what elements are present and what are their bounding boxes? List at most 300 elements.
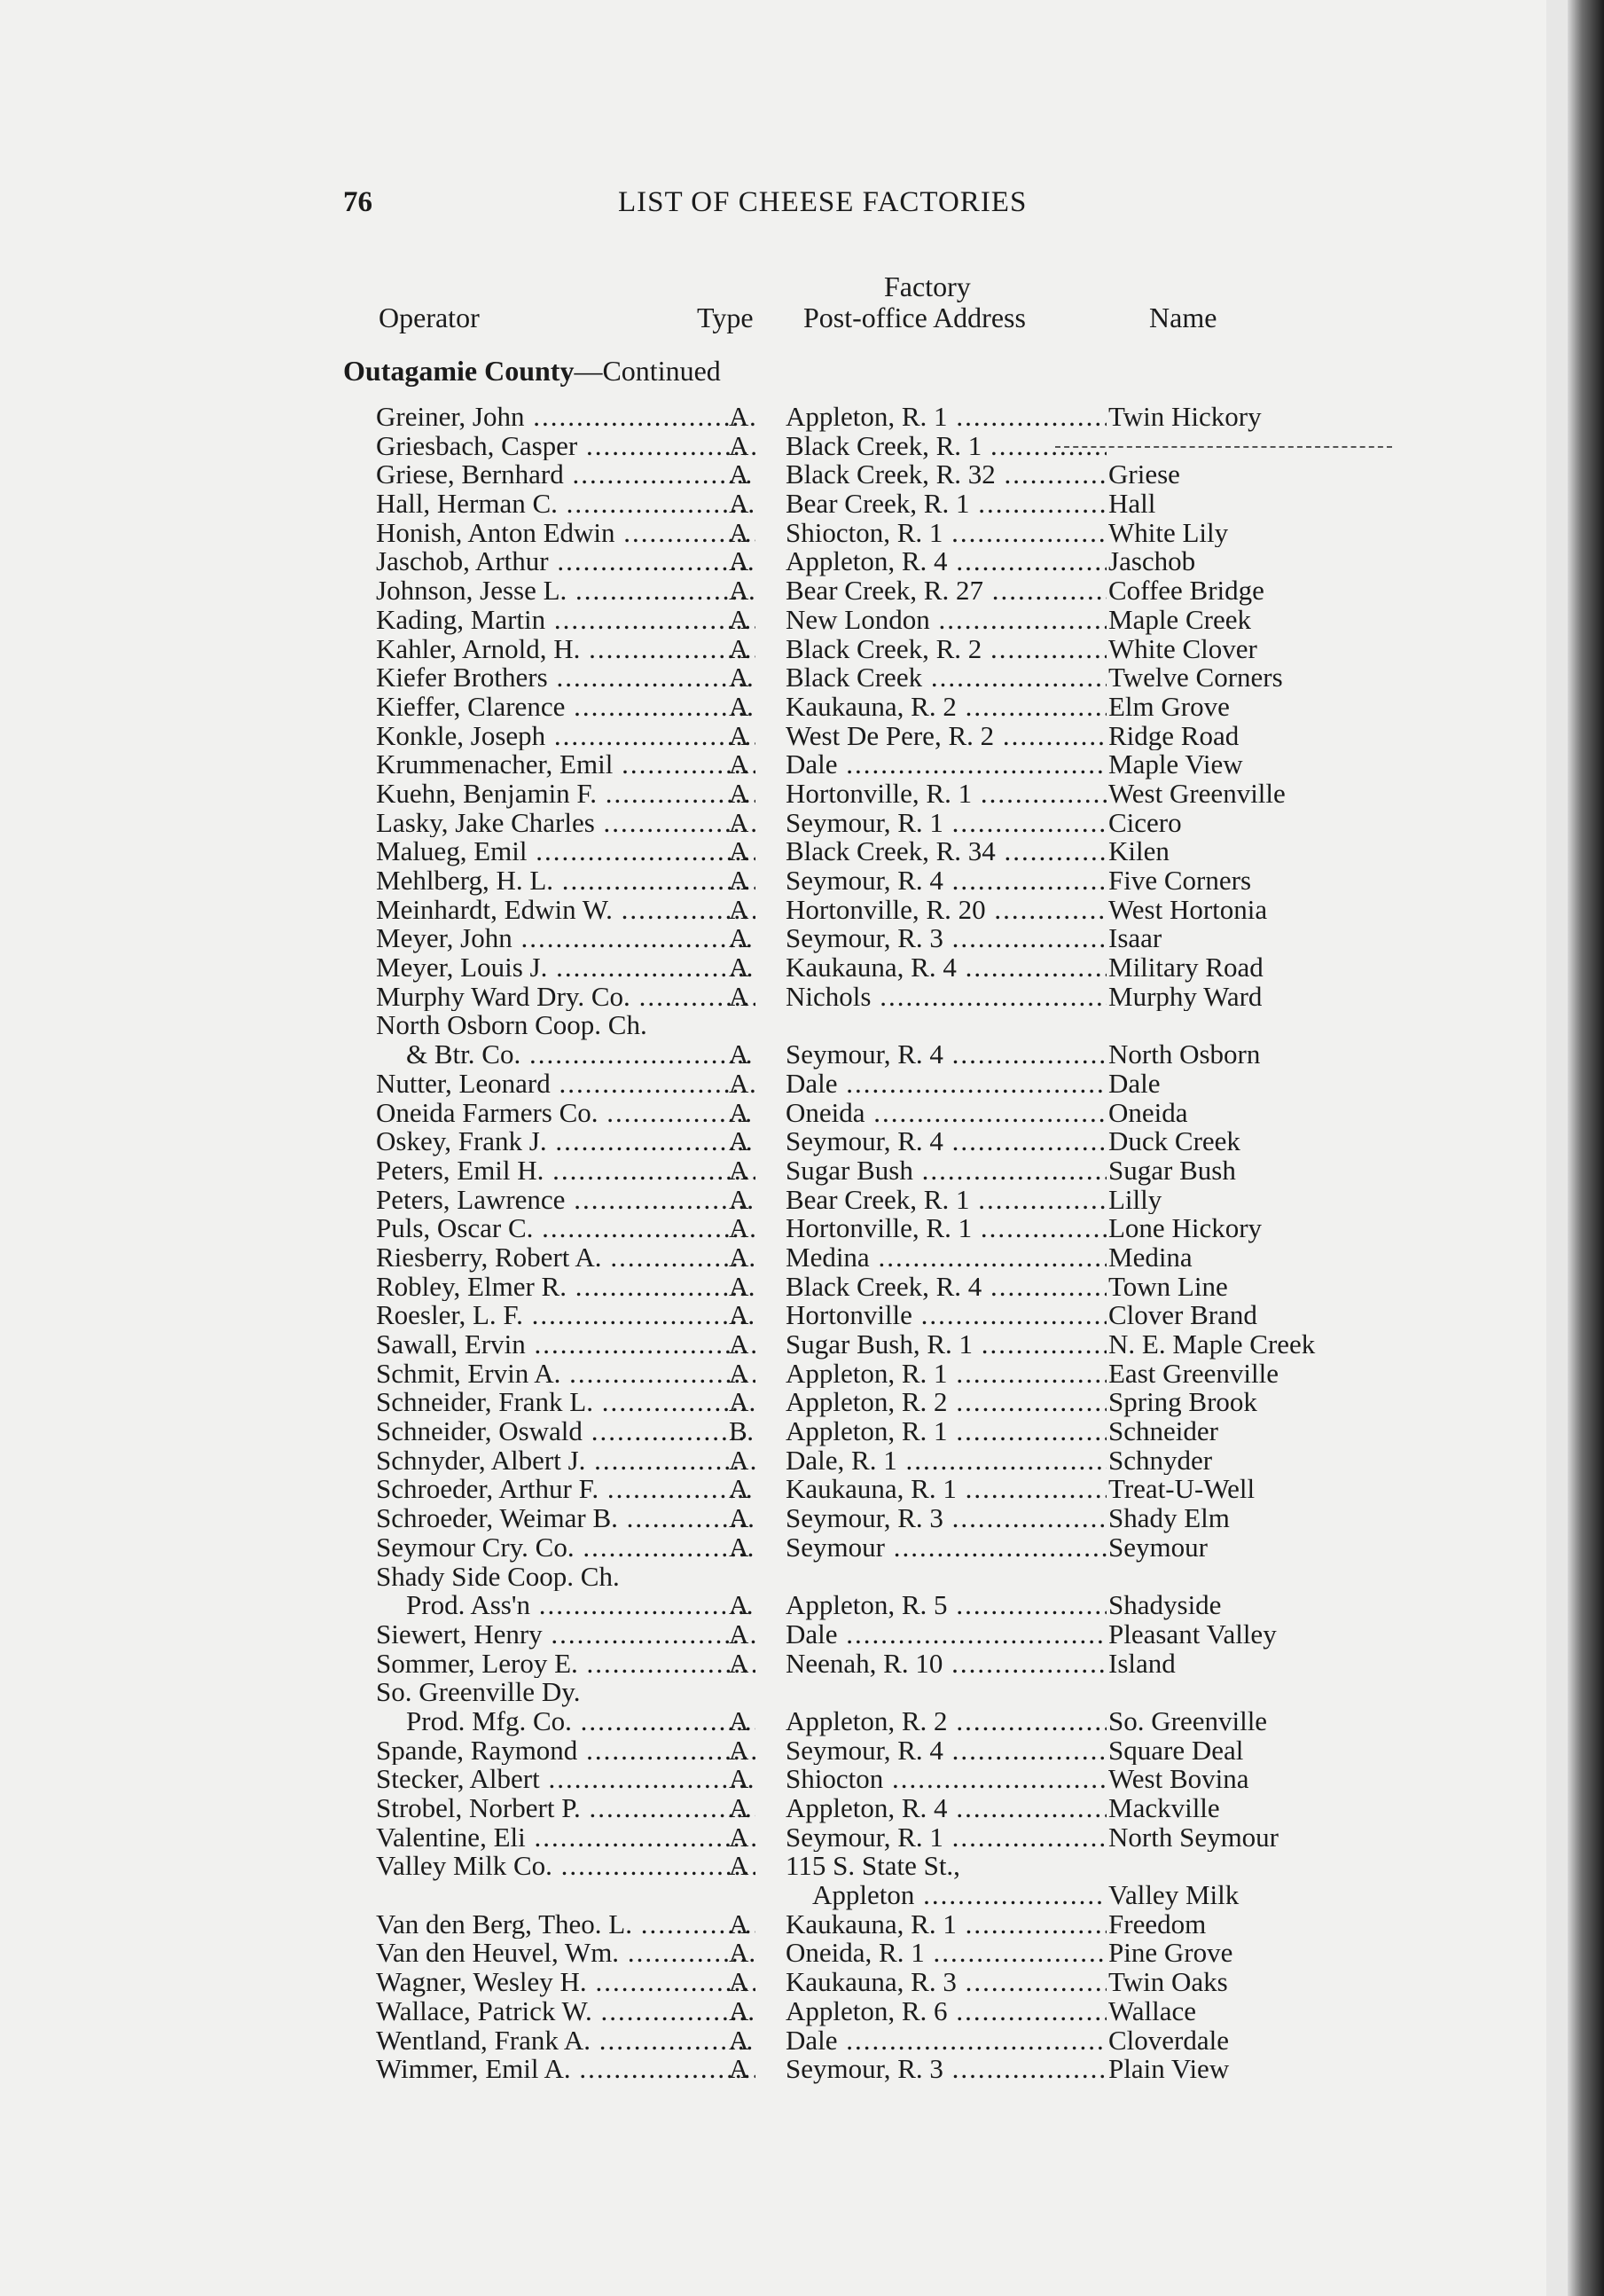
entry-line (0, 693, 1546, 722)
factory-name: Mackville (1108, 1794, 1220, 1823)
list-item (0, 1156, 1546, 1186)
factory-name: Dale (1108, 1069, 1161, 1099)
factory-type: A (729, 1040, 749, 1070)
post-office-address: Seymour, R. 3 ..... (786, 924, 1107, 953)
factory-name: North Osborn (1108, 1040, 1261, 1070)
list-item (0, 635, 1546, 664)
list-item (0, 837, 1546, 866)
operator-name: Meyer, Louis J. ..... (376, 953, 755, 983)
list-item (0, 1533, 1546, 1563)
entry-line (0, 1939, 1546, 1968)
post-office-address: Dale ..... (786, 750, 1107, 780)
factory-name: Twelve Corners (1108, 663, 1283, 693)
column-header-operator: Operator (379, 302, 480, 333)
factory-name: Schneider (1108, 1417, 1218, 1446)
list-item (0, 1330, 1546, 1360)
page-gutter (1546, 0, 1568, 2296)
factory-type: A (729, 1446, 749, 1476)
operator-name: Kiefer Brothers ..... (376, 663, 755, 693)
operator-name: Kahler, Arnold, H. ..... (376, 635, 755, 664)
list-item (0, 1127, 1546, 1156)
entry-line (0, 606, 1546, 635)
factory-type: B (729, 1417, 747, 1446)
factory-type: A (729, 1242, 749, 1273)
list-item (0, 1939, 1546, 1968)
post-office-address: Kaukauna, R. 3 ..... (786, 1968, 1107, 1997)
factory-name: Cloverdale (1108, 2026, 1230, 2056)
operator-name: Peters, Emil H. ..... (376, 1156, 755, 1186)
factory-type: A (729, 1996, 749, 2026)
factory-name: White Clover (1108, 634, 1257, 664)
entry-line (0, 1533, 1546, 1563)
list-item (0, 1417, 1546, 1446)
factory-name: Maple Creek (1108, 605, 1251, 635)
list-item (0, 1563, 1546, 1620)
factory-name: Shadyside (1108, 1591, 1222, 1620)
page-number: 76 (343, 186, 372, 218)
factory-type: A (729, 576, 749, 606)
post-office-address: Kaukauna, R. 4 ..... (786, 953, 1107, 983)
operator-name: Greiner, John ..... (376, 403, 755, 432)
factory-name: So. Greenville (1108, 1706, 1268, 1736)
entry-line (0, 663, 1546, 693)
entry-line (0, 1214, 1546, 1243)
post-office-address: Oneida ..... (786, 1099, 1107, 1128)
factory-type: A (729, 1214, 749, 1243)
post-office-address: Appleton, R. 1 ..... (786, 403, 1107, 432)
factory-name: White Lily (1108, 518, 1229, 548)
factory-type: A (729, 1794, 749, 1823)
factory-type: A (729, 1098, 749, 1128)
post-office-address: Dale ..... (786, 2026, 1107, 2056)
factory-type: A (729, 1649, 749, 1679)
operator-name: Siewert, Henry ..... (376, 1620, 755, 1650)
post-office-address: Appleton, R. 1 ..... (786, 1417, 1107, 1446)
post-office-address: Dale, R. 1 ..... (786, 1446, 1107, 1476)
running-title: LIST OF CHEESE FACTORIES (618, 186, 1028, 218)
factory-name: N. E. Maple Creek (1108, 1330, 1316, 1360)
entry-line (0, 1156, 1546, 1186)
list-item (0, 722, 1546, 751)
factory-name: Duck Creek (1108, 1127, 1240, 1156)
list-item (0, 403, 1546, 432)
factory-type: A (729, 924, 749, 954)
post-office-address: Appleton, R. 4 ..... (786, 547, 1107, 576)
list-item (0, 2055, 1546, 2084)
factory-name: West Greenville (1108, 779, 1286, 809)
operator-name: Peters, Lawrence ..... (376, 1186, 755, 1215)
factory-name: Schnyder (1108, 1446, 1213, 1476)
factory-type: A (729, 895, 749, 925)
entry-line (0, 1765, 1546, 1794)
operator-name: Kading, Martin ..... (376, 606, 755, 635)
entry-line (0, 809, 1546, 838)
factory-type: A (729, 808, 749, 838)
entry-line (0, 1070, 1546, 1099)
operator-name: Seymour Cry. Co. ..... (376, 1533, 755, 1563)
list-item (0, 1765, 1546, 1794)
entry-line (0, 1504, 1546, 1533)
list-item (0, 809, 1546, 838)
post-office-address: Sugar Bush ..... (786, 1156, 1107, 1186)
operator-name: Murphy Ward Dry. Co. ..... (376, 983, 755, 1012)
post-office-address: Black Creek, R. 2 ..... (786, 635, 1107, 664)
factory-type: A (729, 1619, 749, 1650)
operator-name: Lasky, Jake Charles ..... (376, 809, 755, 838)
entry-line (0, 1881, 1546, 1910)
factory-name: Square Deal (1108, 1736, 1244, 1766)
operator-name: Nutter, Leonard ..... (376, 1070, 755, 1099)
list-item (0, 1243, 1546, 1273)
post-office-address: Seymour ..... (786, 1533, 1107, 1563)
factory-type: A (729, 1852, 749, 1882)
factory-name: Treat-U-Well (1108, 1475, 1256, 1505)
list-item (0, 1360, 1546, 1389)
entry-line (0, 1330, 1546, 1360)
entry-line (0, 1968, 1546, 1997)
post-office-address: Oneida, R. 1 ..... (786, 1939, 1107, 1968)
operator-name: Sawall, Ervin ..... (376, 1330, 755, 1360)
factory-name: Pleasant Valley (1108, 1619, 1277, 1650)
entry-line (0, 924, 1546, 953)
factory-type: A (729, 403, 749, 432)
list-item (0, 1650, 1546, 1679)
operator-name: Roesler, L. F. ..... (376, 1301, 755, 1330)
post-office-address: Kaukauna, R. 1 ..... (786, 1475, 1107, 1504)
entry-line (0, 460, 1546, 490)
operator-name: Van den Heuvel, Wm. ..... (376, 1939, 755, 1968)
factory-name: Twin Oaks (1108, 1968, 1228, 1997)
operator-name: Shady Side Coop. Ch. (376, 1562, 620, 1592)
post-office-address: Seymour, R. 4 ..... (786, 1040, 1107, 1070)
operator-name: Meinhardt, Edwin W. ..... (376, 896, 755, 925)
column-header-factory: Factory (884, 270, 971, 302)
factory-type: A (729, 1591, 749, 1620)
factory-type: A (729, 837, 749, 867)
post-office-address: 115 S. State St., (786, 1852, 960, 1882)
factory-name: Jaschob (1108, 547, 1196, 577)
operator-name: Malueg, Emil ..... (376, 837, 755, 866)
entry-line (0, 547, 1546, 576)
list-item (0, 1475, 1546, 1504)
factory-type: A (729, 1504, 749, 1533)
factory-name: West Hortonia (1108, 895, 1268, 925)
entry-line (0, 1678, 1546, 1707)
list-item (0, 547, 1546, 576)
factory-type: A (729, 750, 749, 780)
list-item (0, 1678, 1546, 1736)
factory-type: A (729, 431, 749, 461)
post-office-address: Black Creek, R. 1 ..... (786, 432, 1107, 461)
factory-name: West Bovina (1108, 1765, 1249, 1795)
entry-line (0, 1707, 1546, 1736)
operator-name-continued: & Btr. Co. ..... (406, 1040, 755, 1070)
entry-line (0, 1475, 1546, 1504)
factory-type: A (729, 692, 749, 722)
operator-name: Robley, Elmer R. ..... (376, 1273, 755, 1302)
factory-type: A (729, 634, 749, 664)
entry-line (0, 490, 1546, 519)
post-office-address: Seymour, R. 3 ..... (786, 2055, 1107, 2084)
operator-name: Oskey, Frank J. ..... (376, 1127, 755, 1156)
entry-line (0, 1794, 1546, 1823)
operator-name: Wimmer, Emil A. ..... (376, 2055, 755, 2084)
operator-name-continued: Prod. Mfg. Co. ..... (406, 1707, 755, 1736)
factory-name: Pine Grove (1108, 1939, 1233, 1969)
operator-name: Jaschob, Arthur ..... (376, 547, 755, 576)
list-item (0, 432, 1546, 461)
entry-line (0, 576, 1546, 606)
entry-line (0, 1127, 1546, 1156)
factory-type: A (729, 1475, 749, 1505)
factory-name: Medina (1108, 1242, 1193, 1273)
entry-line (0, 1852, 1546, 1881)
post-office-address: Appleton, R. 2 ..... (786, 1707, 1107, 1736)
entry-line (0, 1099, 1546, 1128)
operator-name: Schnyder, Albert J. ..... (376, 1446, 755, 1476)
entry-line (0, 1910, 1546, 1939)
operator-name: Sommer, Leroy E. ..... (376, 1650, 755, 1679)
factory-type: A (729, 1706, 749, 1736)
operator-name: Wallace, Patrick W. ..... (376, 1997, 755, 2026)
list-item (0, 780, 1546, 809)
factory-type: A (729, 518, 749, 548)
operator-name: Schroeder, Weimar B. ..... (376, 1504, 755, 1533)
entry-line (0, 432, 1546, 461)
list-item (0, 663, 1546, 693)
post-office-address: Black Creek, R. 32 ..... (786, 460, 1107, 490)
factory-type: A (729, 779, 749, 809)
factory-type: A (729, 605, 749, 635)
factory-name: Elm Grove (1108, 692, 1230, 722)
factory-type: A (729, 721, 749, 751)
factory-type: A (729, 1359, 749, 1389)
operator-name: Oneida Farmers Co. ..... (376, 1099, 755, 1128)
column-header-name: Name (1149, 302, 1217, 333)
entry-line (0, 1388, 1546, 1417)
factory-name: Clover Brand (1108, 1301, 1257, 1331)
factory-type: A (729, 2055, 749, 2084)
operator-name: Wagner, Wesley H. ..... (376, 1968, 755, 1997)
operator-name: Krummenacher, Emil ..... (376, 750, 755, 780)
list-item (0, 1011, 1546, 1069)
factory-name: Griese (1108, 460, 1180, 490)
factory-type: A (729, 460, 749, 490)
post-office-address: Bear Creek, R. 27 ..... (786, 576, 1107, 606)
factory-type: A (729, 1069, 749, 1099)
list-item (0, 750, 1546, 780)
entry-line (0, 1273, 1546, 1302)
list-item (0, 1997, 1546, 2026)
post-office-address: Appleton, R. 6 ..... (786, 1997, 1107, 2026)
factory-type: A (729, 866, 749, 896)
entry-line (0, 866, 1546, 896)
factory-name: Wallace (1108, 1996, 1197, 2026)
post-office-address: Neenah, R. 10 ..... (786, 1650, 1107, 1679)
factory-type: A (729, 1939, 749, 1969)
operator-name: Stecker, Albert ..... (376, 1765, 755, 1794)
list-item (0, 1968, 1546, 1997)
list-item (0, 1214, 1546, 1243)
list-item (0, 1620, 1546, 1650)
operator-name: Riesberry, Robert A. ..... (376, 1243, 755, 1273)
post-office-address: Appleton, R. 4 ..... (786, 1794, 1107, 1823)
list-item (0, 896, 1546, 925)
entry-line (0, 2055, 1546, 2084)
operator-name: Strobel, Norbert P. ..... (376, 1794, 755, 1823)
column-header-address: Post-office Address (803, 302, 1026, 333)
column-header-type: Type (697, 302, 754, 333)
post-office-address: Bear Creek, R. 1 ..... (786, 1186, 1107, 1215)
post-office-address: New London ..... (786, 606, 1107, 635)
operator-name: Johnson, Jesse L. ..... (376, 576, 755, 606)
list-item (0, 1910, 1546, 1939)
factory-type: A (729, 1532, 749, 1563)
operator-name: Griesbach, Casper ..... (376, 432, 755, 461)
factory-type: A (729, 1272, 749, 1302)
list-item (0, 1070, 1546, 1099)
factory-type: A (729, 1185, 749, 1215)
factory-name: Hall (1108, 490, 1156, 519)
post-office-address: Bear Creek, R. 1 ..... (786, 490, 1107, 519)
factory-name: Maple View (1108, 750, 1243, 780)
list-item (0, 1446, 1546, 1476)
operator-name: Meyer, John ..... (376, 924, 755, 953)
entry-line (0, 1243, 1546, 1273)
factory-name: Ridge Road (1108, 721, 1240, 751)
operator-name: Valentine, Eli ..... (376, 1823, 755, 1853)
entry-line (0, 953, 1546, 983)
list-item (0, 1273, 1546, 1302)
dotted-leader (1055, 446, 1392, 448)
post-office-address: Appleton, R. 1 ..... (786, 1360, 1107, 1389)
book-spine-shadow (1568, 0, 1604, 2296)
entry-line (0, 983, 1546, 1012)
entry-line (0, 635, 1546, 664)
factory-type: A (729, 1301, 749, 1331)
factory-type: A (729, 1330, 749, 1360)
operator-name: Honish, Anton Edwin ..... (376, 519, 755, 548)
factory-name: Five Corners (1108, 866, 1252, 896)
entry-line (0, 722, 1546, 751)
factory-type: A (729, 1822, 749, 1853)
entry-line (0, 403, 1546, 432)
list-item (0, 1794, 1546, 1823)
entry-line (0, 1040, 1546, 1070)
entry-line (0, 1620, 1546, 1650)
entry-line (0, 1360, 1546, 1389)
operator-name: North Osborn Coop. Ch. (376, 1011, 647, 1041)
post-office-address-continued: Appleton ..... (812, 1881, 1107, 1910)
entry-line (0, 1417, 1546, 1446)
post-office-address: Seymour, R. 4 ..... (786, 1127, 1107, 1156)
entry-line (0, 1446, 1546, 1476)
list-item (0, 1099, 1546, 1128)
county-name: Outagamie County (343, 355, 575, 387)
post-office-address: Kaukauna, R. 2 ..... (786, 693, 1107, 722)
list-item (0, 1301, 1546, 1330)
factory-type: A (729, 1968, 749, 1997)
entry-line (0, 1591, 1546, 1620)
post-office-address: Shiocton ..... (786, 1765, 1107, 1794)
list-item (0, 866, 1546, 896)
operator-name: Schneider, Frank L. ..... (376, 1388, 755, 1417)
post-office-address: Sugar Bush, R. 1 ..... (786, 1330, 1107, 1360)
post-office-address: Hortonville ..... (786, 1301, 1107, 1330)
list-item (0, 1736, 1546, 1766)
entry-line (0, 2026, 1546, 2056)
factory-list (0, 403, 1546, 2084)
factory-type: A (729, 490, 749, 519)
post-office-address: Black Creek, R. 34 ..... (786, 837, 1107, 866)
post-office-address: Seymour, R. 4 ..... (786, 1736, 1107, 1766)
operator-name: Konkle, Joseph ..... (376, 722, 755, 751)
list-item (0, 460, 1546, 490)
factory-type: A (729, 953, 749, 983)
entry-line (0, 1736, 1546, 1766)
list-item (0, 519, 1546, 548)
post-office-address: Kaukauna, R. 1 ..... (786, 1910, 1107, 1939)
factory-name: Valley Milk (1108, 1881, 1240, 1910)
operator-name: Spande, Raymond ..... (376, 1736, 755, 1766)
factory-type: A (729, 547, 749, 577)
entry-line (0, 1823, 1546, 1853)
post-office-address: Hortonville, R. 1 ..... (786, 1214, 1107, 1243)
list-item (0, 1388, 1546, 1417)
entry-line (0, 780, 1546, 809)
factory-name: Isaar (1108, 924, 1162, 954)
factory-name: Lilly (1108, 1185, 1162, 1215)
factory-name: East Greenville (1108, 1359, 1279, 1389)
post-office-address: Seymour, R. 1 ..... (786, 1823, 1107, 1853)
factory-name: Cicero (1108, 808, 1182, 838)
factory-type: A (729, 1765, 749, 1795)
list-item (0, 1823, 1546, 1853)
operator-name: Hall, Herman C. ..... (376, 490, 755, 519)
post-office-address: Shiocton, R. 1 ..... (786, 519, 1107, 548)
entry-line (0, 837, 1546, 866)
list-item (0, 576, 1546, 606)
factory-type: A (729, 2026, 749, 2056)
factory-name: Island (1108, 1649, 1176, 1679)
operator-name: So. Greenville Dy. (376, 1678, 581, 1707)
post-office-address: Nichols ..... (786, 983, 1107, 1012)
factory-name: Seymour (1108, 1532, 1208, 1563)
entry-line (0, 1997, 1546, 2026)
post-office-address: Black Creek ..... (786, 663, 1107, 693)
factory-name: Spring Brook (1108, 1388, 1257, 1418)
list-item (0, 2026, 1546, 2056)
factory-type: A (729, 1909, 749, 1939)
entry-line (0, 750, 1546, 780)
list-item (0, 606, 1546, 635)
list-item (0, 1852, 1546, 1909)
list-item (0, 1504, 1546, 1533)
post-office-address: Dale ..... (786, 1070, 1107, 1099)
factory-type: A (729, 663, 749, 693)
factory-name: Murphy Ward (1108, 982, 1263, 1012)
operator-name: Kieffer, Clarence ..... (376, 693, 755, 722)
factory-name: North Seymour (1108, 1822, 1279, 1853)
factory-type: A (729, 1127, 749, 1156)
list-item (0, 1186, 1546, 1215)
factory-type: A (729, 982, 749, 1012)
factory-name: Twin Hickory (1108, 403, 1262, 432)
post-office-address: Seymour, R. 3 ..... (786, 1504, 1107, 1533)
post-office-address: Appleton, R. 5 ..... (786, 1591, 1107, 1620)
county-heading (343, 355, 721, 388)
post-office-address: Seymour, R. 4 ..... (786, 866, 1107, 896)
